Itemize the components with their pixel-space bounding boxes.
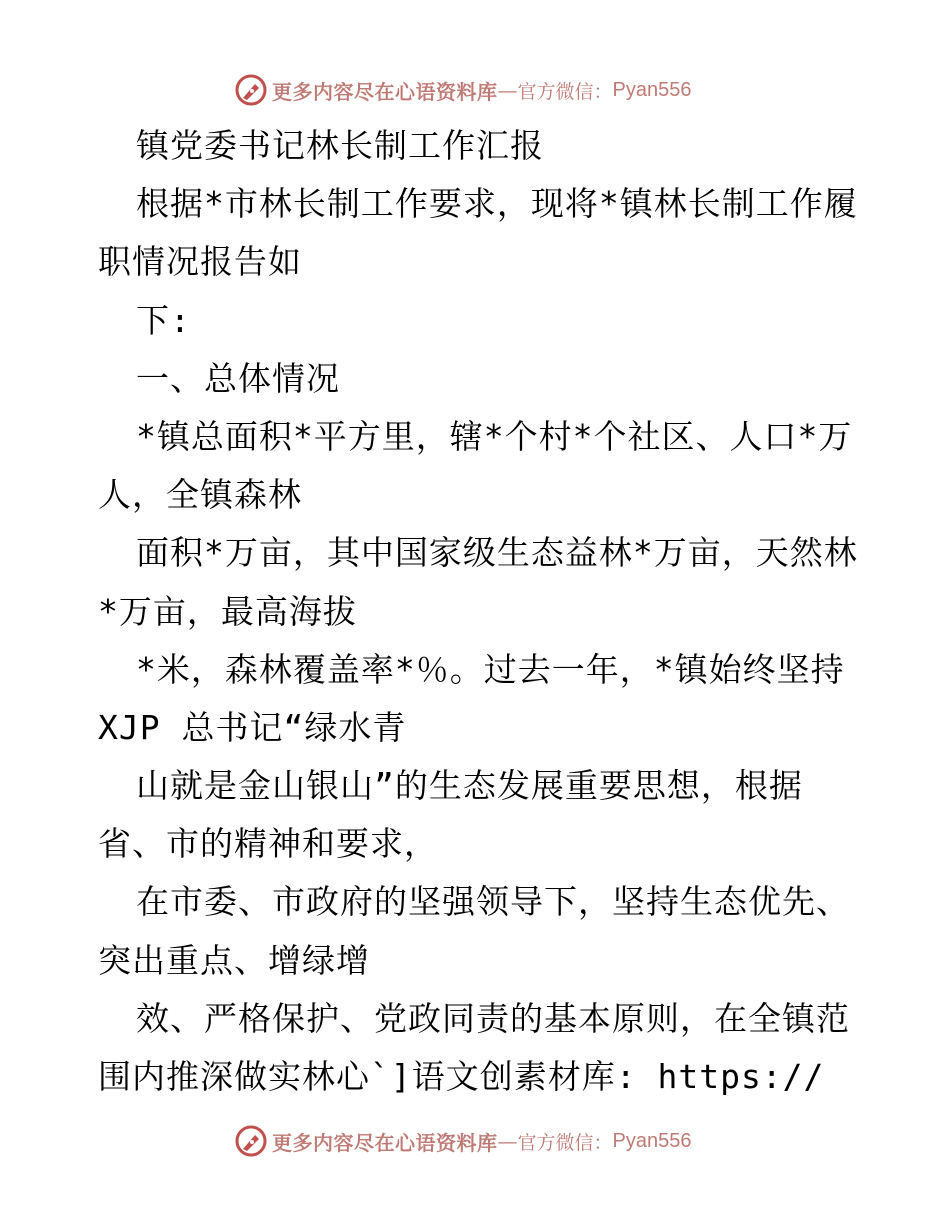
watermark-banner-top [234, 72, 691, 108]
watermark-banner-bottom [234, 1123, 691, 1159]
watermark-text: 更多内容尽在心语资料库 [272, 79, 498, 104]
watermark-wechat-id: Pyan556 [612, 78, 692, 101]
watermark-text: 更多内容尽在心语资料库 [272, 1130, 498, 1155]
document-title: 镇党委书记林长制工作汇报 [136, 126, 544, 165]
paragraph-line: 山就是金山银山”的生态发展重要思想，根据 [136, 766, 803, 806]
paragraph-line: 下: [136, 300, 191, 340]
paragraph-line: 省、市的精神和要求， [98, 824, 438, 864]
watermark-wechat-label: 官方微信： [517, 80, 613, 103]
paragraph-line: 职情况报告如 [98, 242, 302, 282]
paragraph-line: 效、严格保护、党政同责的基本原则，在全镇范 [136, 998, 850, 1038]
paragraph-line: 在市委、市政府的坚强领导下，坚持生态优先、 [136, 882, 850, 922]
section-heading: 一、总体情况 [136, 358, 340, 398]
paragraph-line: 围内推深做实林心`]语文创素材库: https:// [98, 1057, 825, 1096]
paragraph-line: 突出重点、增绿增 [98, 940, 370, 980]
watermark-separator: — [497, 1129, 518, 1153]
watermark-separator: — [497, 78, 518, 102]
paragraph-line: *万亩，最高海拔 [98, 591, 357, 631]
pen-nib-circle-icon [234, 1124, 268, 1158]
paragraph-line: 人，全镇森林 [98, 475, 302, 515]
document-body [98, 117, 858, 1106]
paragraph-line: *米，森林覆盖率*％。过去一年，*镇始终坚持 [136, 649, 845, 689]
watermark-wechat-label: 官方微信： [517, 1131, 613, 1154]
paragraph-line: *镇总面积*平方里，辖*个村*个社区、人口*万 [136, 416, 853, 456]
pen-nib-circle-icon [234, 73, 268, 107]
paragraph-line: 面积*万亩，其中国家级生态益林*万亩，天然林 [136, 533, 858, 573]
paragraph-line: 根据*市林长制工作要求，现将*镇林长制工作履 [136, 184, 858, 224]
paragraph-line: XJP 总书记“绿水青 [98, 707, 407, 747]
watermark-wechat-id: Pyan556 [612, 1129, 692, 1152]
